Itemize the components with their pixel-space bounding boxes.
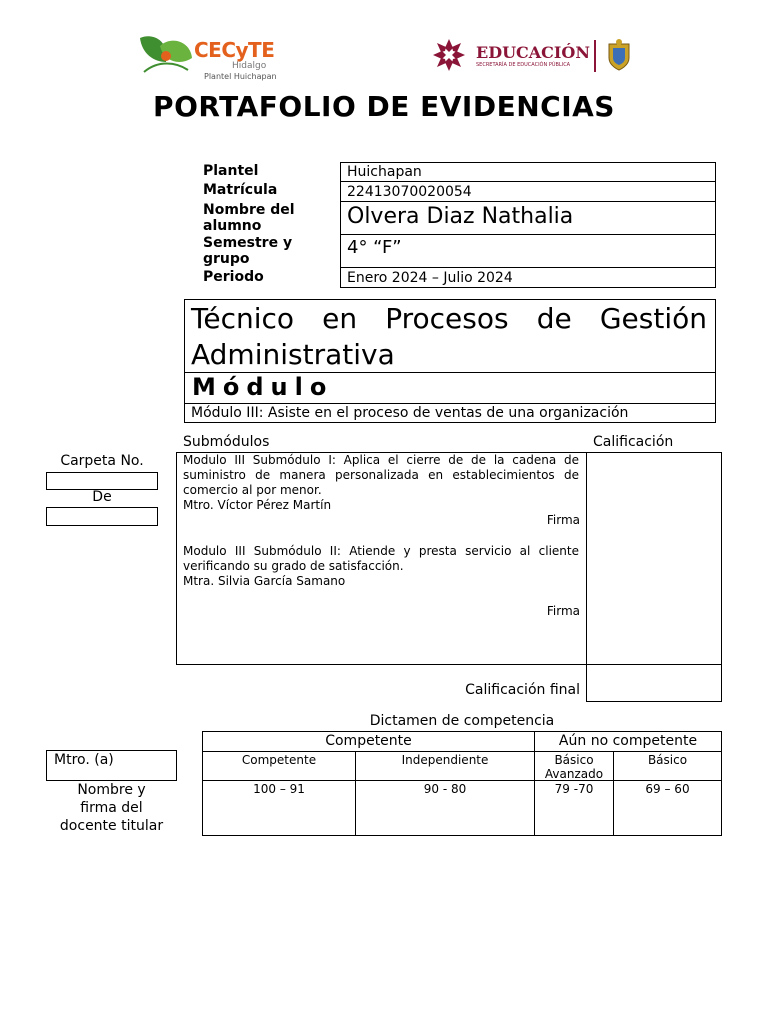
submodulos-box: [176, 452, 587, 665]
modulo-heading-box: [184, 372, 716, 404]
sep-subtitle: SECRETARÍA DE EDUCACIÓN PÚBLICA: [476, 62, 571, 68]
semestre-label-line2: grupo: [203, 251, 250, 267]
plantel-label: Plantel: [203, 163, 259, 179]
submodulo-2-teacher: Mtra. Silvia García Samano: [183, 574, 346, 588]
periodo-value: Enero 2024 – Julio 2024: [347, 270, 513, 286]
divider: [594, 40, 596, 72]
dictamen-col-independiente: Independiente: [355, 751, 535, 781]
star-flower-icon: [432, 38, 466, 72]
semestre-field: [340, 234, 716, 268]
submodulo-1-teacher: Mtro. Víctor Pérez Martín: [183, 498, 332, 512]
carpeta-label: Carpeta No.: [60, 453, 144, 469]
plantel-value: Huichapan: [347, 164, 422, 180]
periodo-label: Periodo: [203, 269, 264, 285]
calificacion-final-label: Calificación final: [465, 682, 580, 698]
submodulo-1-text: Modulo III Submódulo I: Aplica el cierre de de la cadena de suministro de manera personalizada en establecimientos de comercio al por menor.: [183, 453, 579, 497]
carpeta-number-field[interactable]: [46, 472, 158, 490]
cecyte-logo: [136, 32, 286, 84]
modulo-heading: Módulo: [192, 373, 334, 401]
sep-logo: [432, 38, 636, 74]
dictamen-title: Dictamen de competencia: [369, 713, 555, 729]
dictamen-range-basico: 69 – 60: [613, 780, 722, 836]
page-title: PORTAFOLIO DE EVIDENCIAS: [153, 90, 615, 123]
docente-caption-3: docente titular: [59, 818, 164, 834]
modulo-value-box: [184, 403, 716, 423]
coat-of-arms-icon: [606, 38, 632, 72]
submodulo-1-firma: Firma: [546, 513, 580, 527]
carpeta-de-label: De: [92, 489, 112, 505]
docente-caption-1: Nombre y: [77, 782, 146, 798]
cecyte-name: CECyTE: [194, 38, 275, 62]
leaf-icon: [136, 32, 194, 76]
plantel-field: [340, 162, 716, 182]
nombre-label-line1: Nombre del: [203, 202, 295, 218]
dictamen-col-competente: Competente: [202, 751, 356, 781]
dictamen-competente-header: Competente: [202, 731, 535, 752]
semestre-value: 4° “F”: [347, 237, 402, 258]
periodo-field: [340, 267, 716, 288]
docente-caption-2: firma del: [80, 800, 143, 816]
submodulo-2-firma: Firma: [546, 604, 580, 618]
submodulo-2-text: Modulo III Submódulo II: Atiende y presta servicio al cliente verificando su grado de satisfacción.: [183, 544, 579, 573]
nombre-field: [340, 201, 716, 235]
matricula-field: [340, 181, 716, 202]
modulo-value: Módulo III: Asiste en el proceso de ventas de una organización: [191, 405, 629, 421]
dictamen-col-basico-avanzado: Básico Avanzado: [534, 751, 614, 781]
career-name: Técnico en Procesos de Gestión Administrativa: [191, 302, 707, 371]
calificacion-box[interactable]: [586, 452, 722, 665]
dictamen-no-competente-header: Aún no competente: [534, 731, 722, 752]
calificacion-final-box[interactable]: [586, 664, 722, 702]
dictamen-range-competente: 100 – 91: [202, 780, 356, 836]
career-box: [184, 299, 716, 373]
nombre-value: Olvera Diaz Nathalia: [347, 204, 574, 229]
matricula-label: Matrícula: [203, 182, 278, 198]
dictamen-range-independiente: 90 - 80: [355, 780, 535, 836]
docente-box[interactable]: [46, 750, 177, 781]
cecyte-state: Hidalgo: [232, 61, 267, 71]
matricula-value: 22413070020054: [347, 184, 472, 200]
cecyte-plantel: Plantel Huichapan: [204, 72, 277, 81]
dictamen-range-basico-avanzado: 79 -70: [534, 780, 614, 836]
semestre-label-line1: Semestre y: [203, 235, 293, 251]
dictamen-col-basico: Básico: [613, 751, 722, 781]
sep-title: EDUCACIÓN: [476, 43, 590, 62]
carpeta-total-field[interactable]: [46, 507, 158, 526]
submodulos-header: Submódulos: [183, 434, 270, 450]
nombre-label-line2: alumno: [203, 218, 262, 234]
calificacion-header: Calificación: [593, 434, 674, 450]
docente-box-label: Mtro. (a): [54, 752, 114, 768]
